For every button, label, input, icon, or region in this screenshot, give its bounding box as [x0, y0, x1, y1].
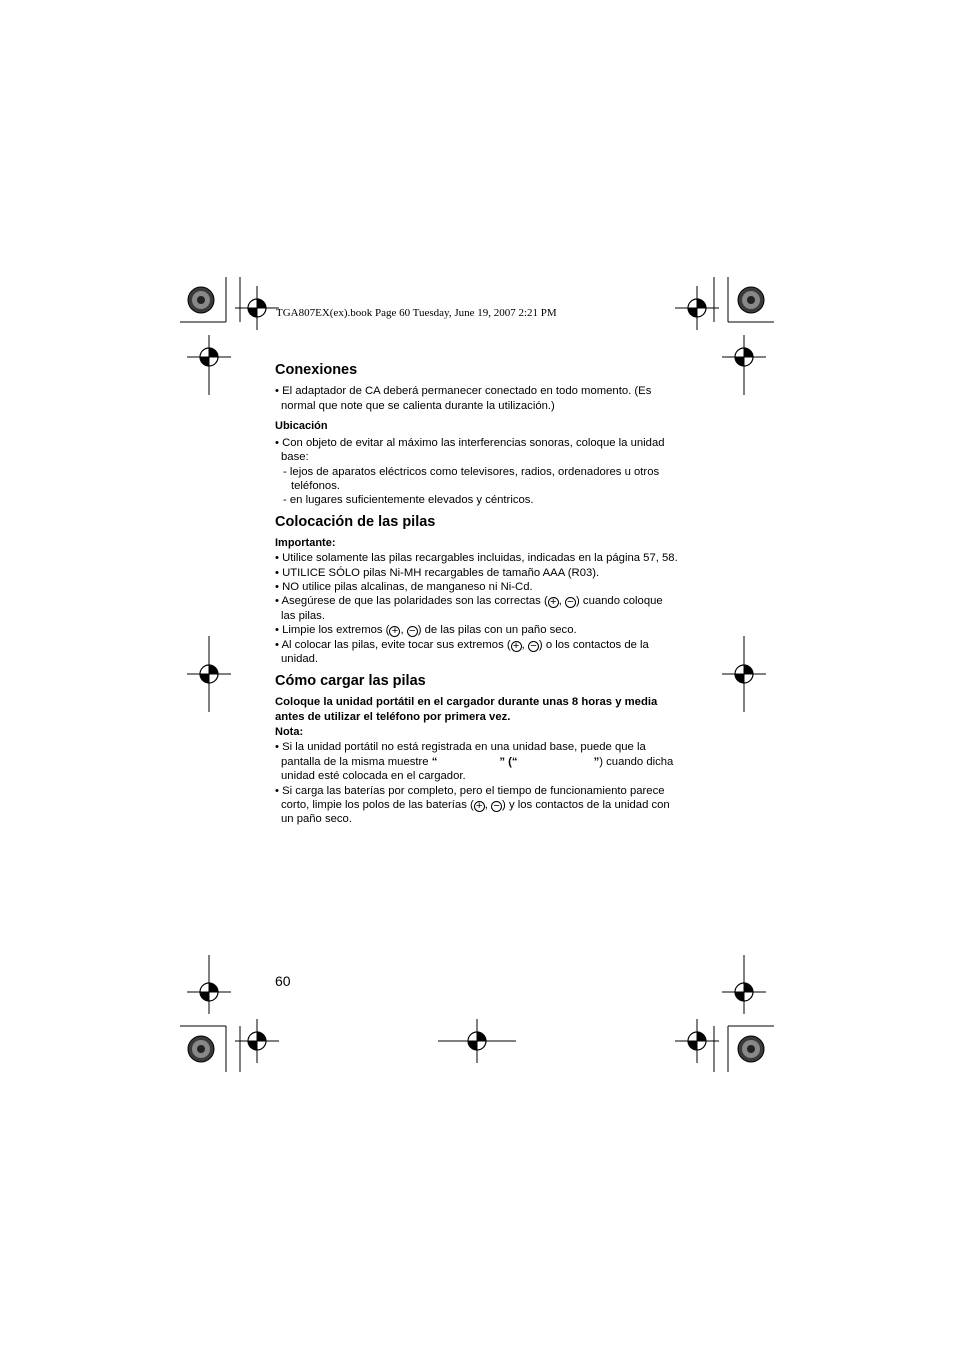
list-item: • NO utilice pilas alcalinas, de manganeso ni Ni-Cd. — [275, 581, 533, 593]
comma: , — [558, 595, 562, 607]
quote-close: ” — [499, 756, 506, 768]
list-item-text: ) de las pilas con un paño seco. — [417, 624, 577, 636]
page-number: 60 — [275, 973, 291, 989]
plus-polarity-icon: + — [548, 597, 559, 608]
list-item-cont: las pilas. — [281, 610, 325, 622]
list-item — [275, 638, 649, 652]
section-title-cargar: Cómo cargar las pilas — [275, 673, 426, 689]
list-item-cont: normal que note que se calienta durante la utilización.) — [281, 400, 555, 412]
list-item-cont — [281, 798, 670, 812]
list-item: • UTILICE SÓLO pilas Ni-MH recargables de tamaño AAA (R03). — [275, 567, 600, 579]
list-item-text: • Asegúrese de que las polaridades son las correctas ( — [275, 595, 548, 607]
list-item-cont — [281, 755, 673, 769]
color-target-mark — [188, 287, 214, 313]
comma: , — [400, 624, 404, 636]
list-item — [275, 623, 577, 637]
registration-mark — [235, 1019, 279, 1063]
important-label: Importante: — [275, 537, 336, 549]
color-target-mark — [738, 287, 764, 313]
list-item-cont: base: — [281, 451, 309, 463]
bold-instruction-cont: antes de utilizar el teléfono por primera vez. — [275, 711, 511, 723]
list-item-text: • Al colocar las pilas, evite tocar sus extremos ( — [275, 639, 511, 651]
list-item: • Si carga las baterías por completo, pero el tiempo de funcionamiento parece — [275, 785, 665, 797]
sub-list-item: - en lugares suficientemente elevados y céntricos. — [283, 494, 534, 506]
section-title-colocacion: Colocación de las pilas — [275, 514, 436, 530]
list-item-text: ) cuando dicha — [599, 756, 674, 768]
list-item-text: ) cuando coloque — [576, 595, 663, 607]
plus-polarity-icon: + — [389, 626, 400, 637]
quote-open: “ — [431, 756, 438, 768]
list-item: • El adaptador de CA deberá permanecer conectado en todo momento. (Es — [275, 385, 652, 397]
sub-list-item-cont: teléfonos. — [291, 480, 340, 492]
comma: , — [484, 799, 488, 811]
quote-open: (“ — [508, 756, 518, 768]
plus-polarity-icon: + — [511, 641, 522, 652]
file-header: TGA807EX(ex).book Page 60 Tuesday, June 19, 2007 2:21 PM — [276, 307, 557, 319]
list-item-cont: unidad esté colocada en el cargador. — [281, 770, 466, 782]
list-item-text: pantalla de la misma muestre — [281, 756, 432, 768]
list-item: • Con objeto de evitar al máximo las interferencias sonoras, coloque la unidad — [275, 437, 665, 449]
registration-mark — [235, 286, 279, 330]
minus-polarity-icon: − — [528, 641, 539, 652]
comma: , — [521, 639, 525, 651]
registration-mark — [675, 286, 719, 330]
note-label: Nota: — [275, 726, 304, 738]
plus-polarity-icon: + — [474, 801, 485, 812]
color-target-mark — [738, 1036, 764, 1062]
subtitle-ubicacion: Ubicación — [275, 420, 328, 432]
sub-list-item: - lejos de aparatos eléctricos como televisores, radios, ordenadores u otros — [283, 466, 660, 478]
bold-instruction: Coloque la unidad portátil en el cargador durante unas 8 horas y media — [275, 696, 658, 708]
list-item-text: • Limpie los extremos ( — [275, 624, 390, 636]
list-item-cont: unidad. — [281, 653, 319, 665]
list-item-cont: un paño seco. — [281, 813, 352, 825]
list-item: • Utilice solamente las pilas recargables incluidas, indicadas en la página 57, 58. — [275, 552, 678, 564]
color-target-mark — [188, 1036, 214, 1062]
section-title-conexiones: Conexiones — [275, 362, 358, 378]
list-item-text: ) y los contactos de la unidad con — [502, 799, 670, 811]
list-item: • Si la unidad portátil no está registrada en una unidad base, puede que la — [275, 741, 646, 753]
quote-close: ” — [593, 756, 600, 768]
minus-polarity-icon: − — [565, 597, 576, 608]
list-item-text: ) o los contactos de la — [538, 639, 649, 651]
minus-polarity-icon: − — [407, 626, 418, 637]
list-item-text: corto, limpie los polos de las baterías ( — [281, 799, 474, 811]
registration-mark — [675, 1019, 719, 1063]
list-item — [275, 594, 663, 608]
minus-polarity-icon: − — [491, 801, 502, 812]
